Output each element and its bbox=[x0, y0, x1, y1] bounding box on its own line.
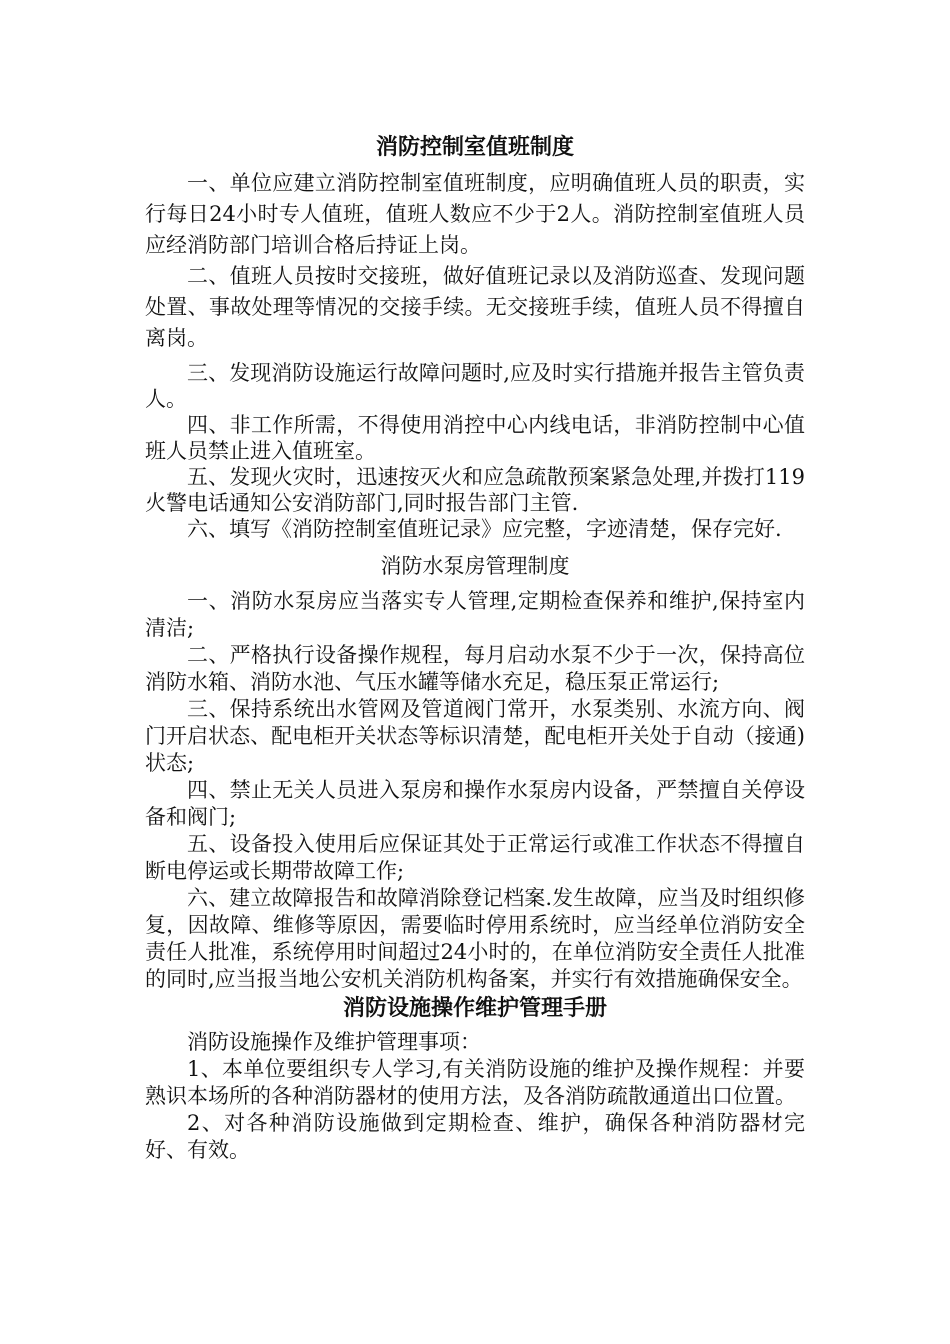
paragraph: 三、发现消防设施运行故障问题时,应及时实行措施并报告主管负责人。 bbox=[145, 361, 805, 411]
paragraph: 2、对各种消防设施做到定期检查、维护，确保各种消防器材完好、有效。 bbox=[145, 1111, 805, 1162]
section-title: 消防水泵房管理制度 bbox=[380, 554, 570, 578]
paragraph: 五、发现火灾时，迅速按灭火和应急疏散预案紧急处理,并拨打119火警电话通知公安消防部门,同时报告部门主管. bbox=[145, 465, 805, 515]
paragraph: 消防设施操作及维护管理事项： bbox=[187, 1030, 481, 1054]
section-fire-control-room-duty bbox=[145, 134, 805, 542]
section-title: 消防控制室值班制度 bbox=[375, 135, 574, 160]
section-fire-facility-manual bbox=[145, 995, 805, 1164]
paragraph: 六、填写《消防控制室值班记录》应完整，字迹清楚，保存完好. bbox=[187, 517, 782, 541]
paragraph: 五、设备投入使用后应保证其处于正常运行或准工作状态不得擅自断电停运或长期带故障工作; bbox=[145, 832, 805, 883]
section-title: 消防设施操作维护管理手册 bbox=[342, 996, 607, 1021]
document-page bbox=[145, 128, 805, 1164]
paragraph: 三、保持系统出水管网及管道阀门常开，水泵类别、水流方向、阀门开启状态、配电柜开关状态等标识清楚，配电柜开关处于自动（接通)状态; bbox=[145, 697, 805, 775]
paragraph: 1、本单位要组织专人学习,有关消防设施的维护及操作规程：并要熟识本场所的各种消防器材的使用方法，及各消防疏散通道出口位置。 bbox=[145, 1057, 805, 1108]
paragraph: 四、禁止无关人员进入泵房和操作水泵房内设备，严禁擅自关停设备和阀门; bbox=[145, 778, 805, 829]
paragraph: 二、值班人员按时交接班，做好值班记录以及消防巡查、发现问题处置、事故处理等情况的交接手续。无交接班手续，值班人员不得擅自离岗。 bbox=[145, 264, 805, 350]
section-fire-pump-room bbox=[145, 552, 805, 993]
paragraph: 六、建立故障报告和故障消除登记档案.发生故障，应当及时组织修复，因故障、维修等原因，需要临时停用系统时，应当经单位消防安全责任人批准，系统停用时间超过24小时的，在单位消防安全责任人批准的同时,应当报当地公安机关消防机构备案，并实行有效措施确保安全。 bbox=[145, 886, 805, 991]
paragraph: 一、消防水泵房应当落实专人管理,定期检查保养和维护,保持室内清洁; bbox=[145, 589, 805, 640]
paragraph: 四、非工作所需，不得使用消控中心内线电话，非消防控制中心值班人员禁止进入值班室。 bbox=[145, 413, 805, 463]
paragraph: 一、单位应建立消防控制室值班制度，应明确值班人员的职责，实行每日24小时专人值班，值班人数应不少于2人。消防控制室值班人员应经消防部门培训合格后持证上岗。 bbox=[145, 171, 805, 257]
paragraph: 二、严格执行设备操作规程，每月启动水泵不少于一次，保持高位消防水箱、消防水池、气压水罐等储水充足，稳压泵正常运行; bbox=[145, 643, 805, 694]
